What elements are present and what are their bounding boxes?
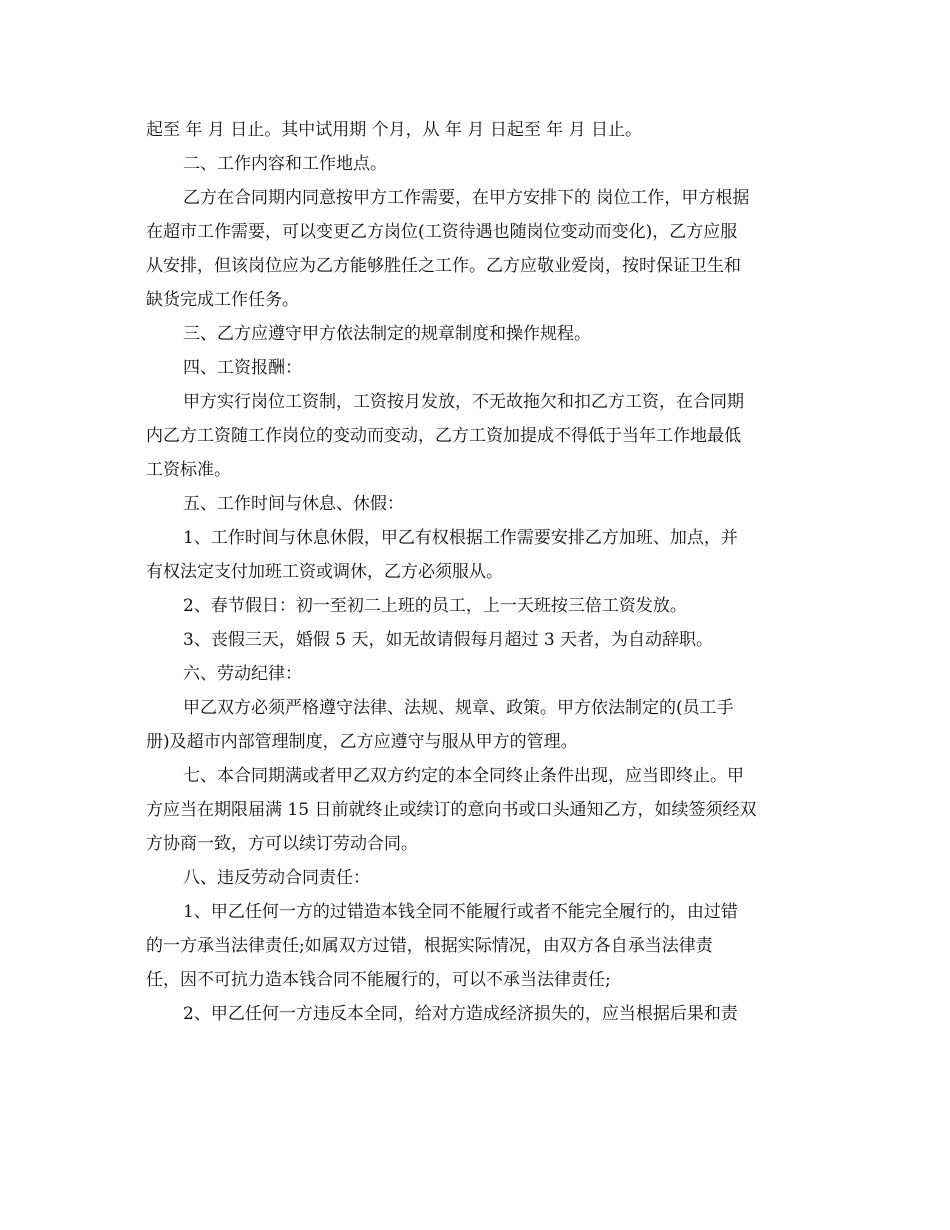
text-line: 册)及超市内部管理制度，乙方应遵守与服从甲方的管理。 bbox=[146, 732, 578, 752]
text-line: 有权法定支付加班工资或调休，乙方必须服从。 bbox=[146, 562, 503, 582]
text-line: 在超市工作需要，可以变更乙方岗位(工资待遇也随岗位变动而变化)，乙方应服 bbox=[146, 222, 738, 242]
text-line: 2、甲乙任何一方违反本全同，给对方造成经济损失的，应当根据后果和责 bbox=[183, 1004, 738, 1024]
text-line: 1、工作时间与休息休假，甲乙有权根据工作需要安排乙方加班、加点，并 bbox=[183, 528, 738, 548]
text-line: 的一方承当法律责任;如属双方过错，根据实际情况，由双方各自承当法律责 bbox=[146, 936, 713, 956]
text-line: 起至 年 月 日止。其中试用期 个月，从 年 月 日起至 年 月 日止。 bbox=[146, 120, 643, 140]
section-heading: 三、乙方应遵守甲方依法制定的规章制度和操作规程。 bbox=[183, 324, 591, 344]
text-line: 工资标准。 bbox=[146, 460, 231, 480]
text-line: 方应当在期限届满 15 日前就终止或续订的意向书或口头通知乙方，如续签须经双 bbox=[146, 800, 757, 820]
text-line: 缺货完成工作任务。 bbox=[146, 290, 299, 310]
section-heading: 七、本合同期满或者甲乙双方约定的本全同终止条件出现，应当即终止。甲 bbox=[183, 766, 744, 786]
text-line: 甲方实行岗位工资制，工资按月发放，不无故拖欠和扣乙方工资，在合同期 bbox=[183, 392, 744, 412]
text-line: 方协商一致，方可以续订劳动合同。 bbox=[146, 834, 418, 854]
section-heading: 八、违反劳动合同责任： bbox=[183, 868, 370, 888]
section-heading: 六、劳动纪律： bbox=[183, 664, 302, 684]
section-heading: 五、工作时间与休息、休假： bbox=[183, 494, 404, 514]
text-line: 乙方在合同期内同意按甲方工作需要，在甲方安排下的 岗位工作，甲方根据 bbox=[183, 188, 750, 208]
text-line: 1、甲乙任何一方的过错造本钱全同不能履行或者不能完全履行的，由过错 bbox=[183, 902, 738, 922]
text-line: 从安排，但该岗位应为乙方能够胜任之工作。乙方应敬业爱岗，按时保证卫生和 bbox=[146, 256, 741, 276]
text-line: 2、春节假日：初一至初二上班的员工，上一天班按三倍工资发放。 bbox=[183, 596, 687, 616]
text-line: 任，因不可抗力造本钱合同不能履行的，可以不承当法律责任; bbox=[146, 970, 611, 990]
section-heading: 二、工作内容和工作地点。 bbox=[183, 154, 387, 174]
section-heading: 四、工资报酬： bbox=[183, 358, 302, 378]
text-line: 甲乙双方必须严格遵守法律、法规、规章、政策。甲方依法制定的(员工手 bbox=[183, 698, 734, 718]
text-line: 3、丧假三天，婚假 5 天，如无故请假每月超过 3 天者，为自动辞职。 bbox=[183, 630, 714, 650]
contract-body bbox=[146, 113, 806, 1031]
text-line: 内乙方工资随工作岗位的变动而变动，乙方工资加提成不得低于当年工作地最低 bbox=[146, 426, 741, 446]
